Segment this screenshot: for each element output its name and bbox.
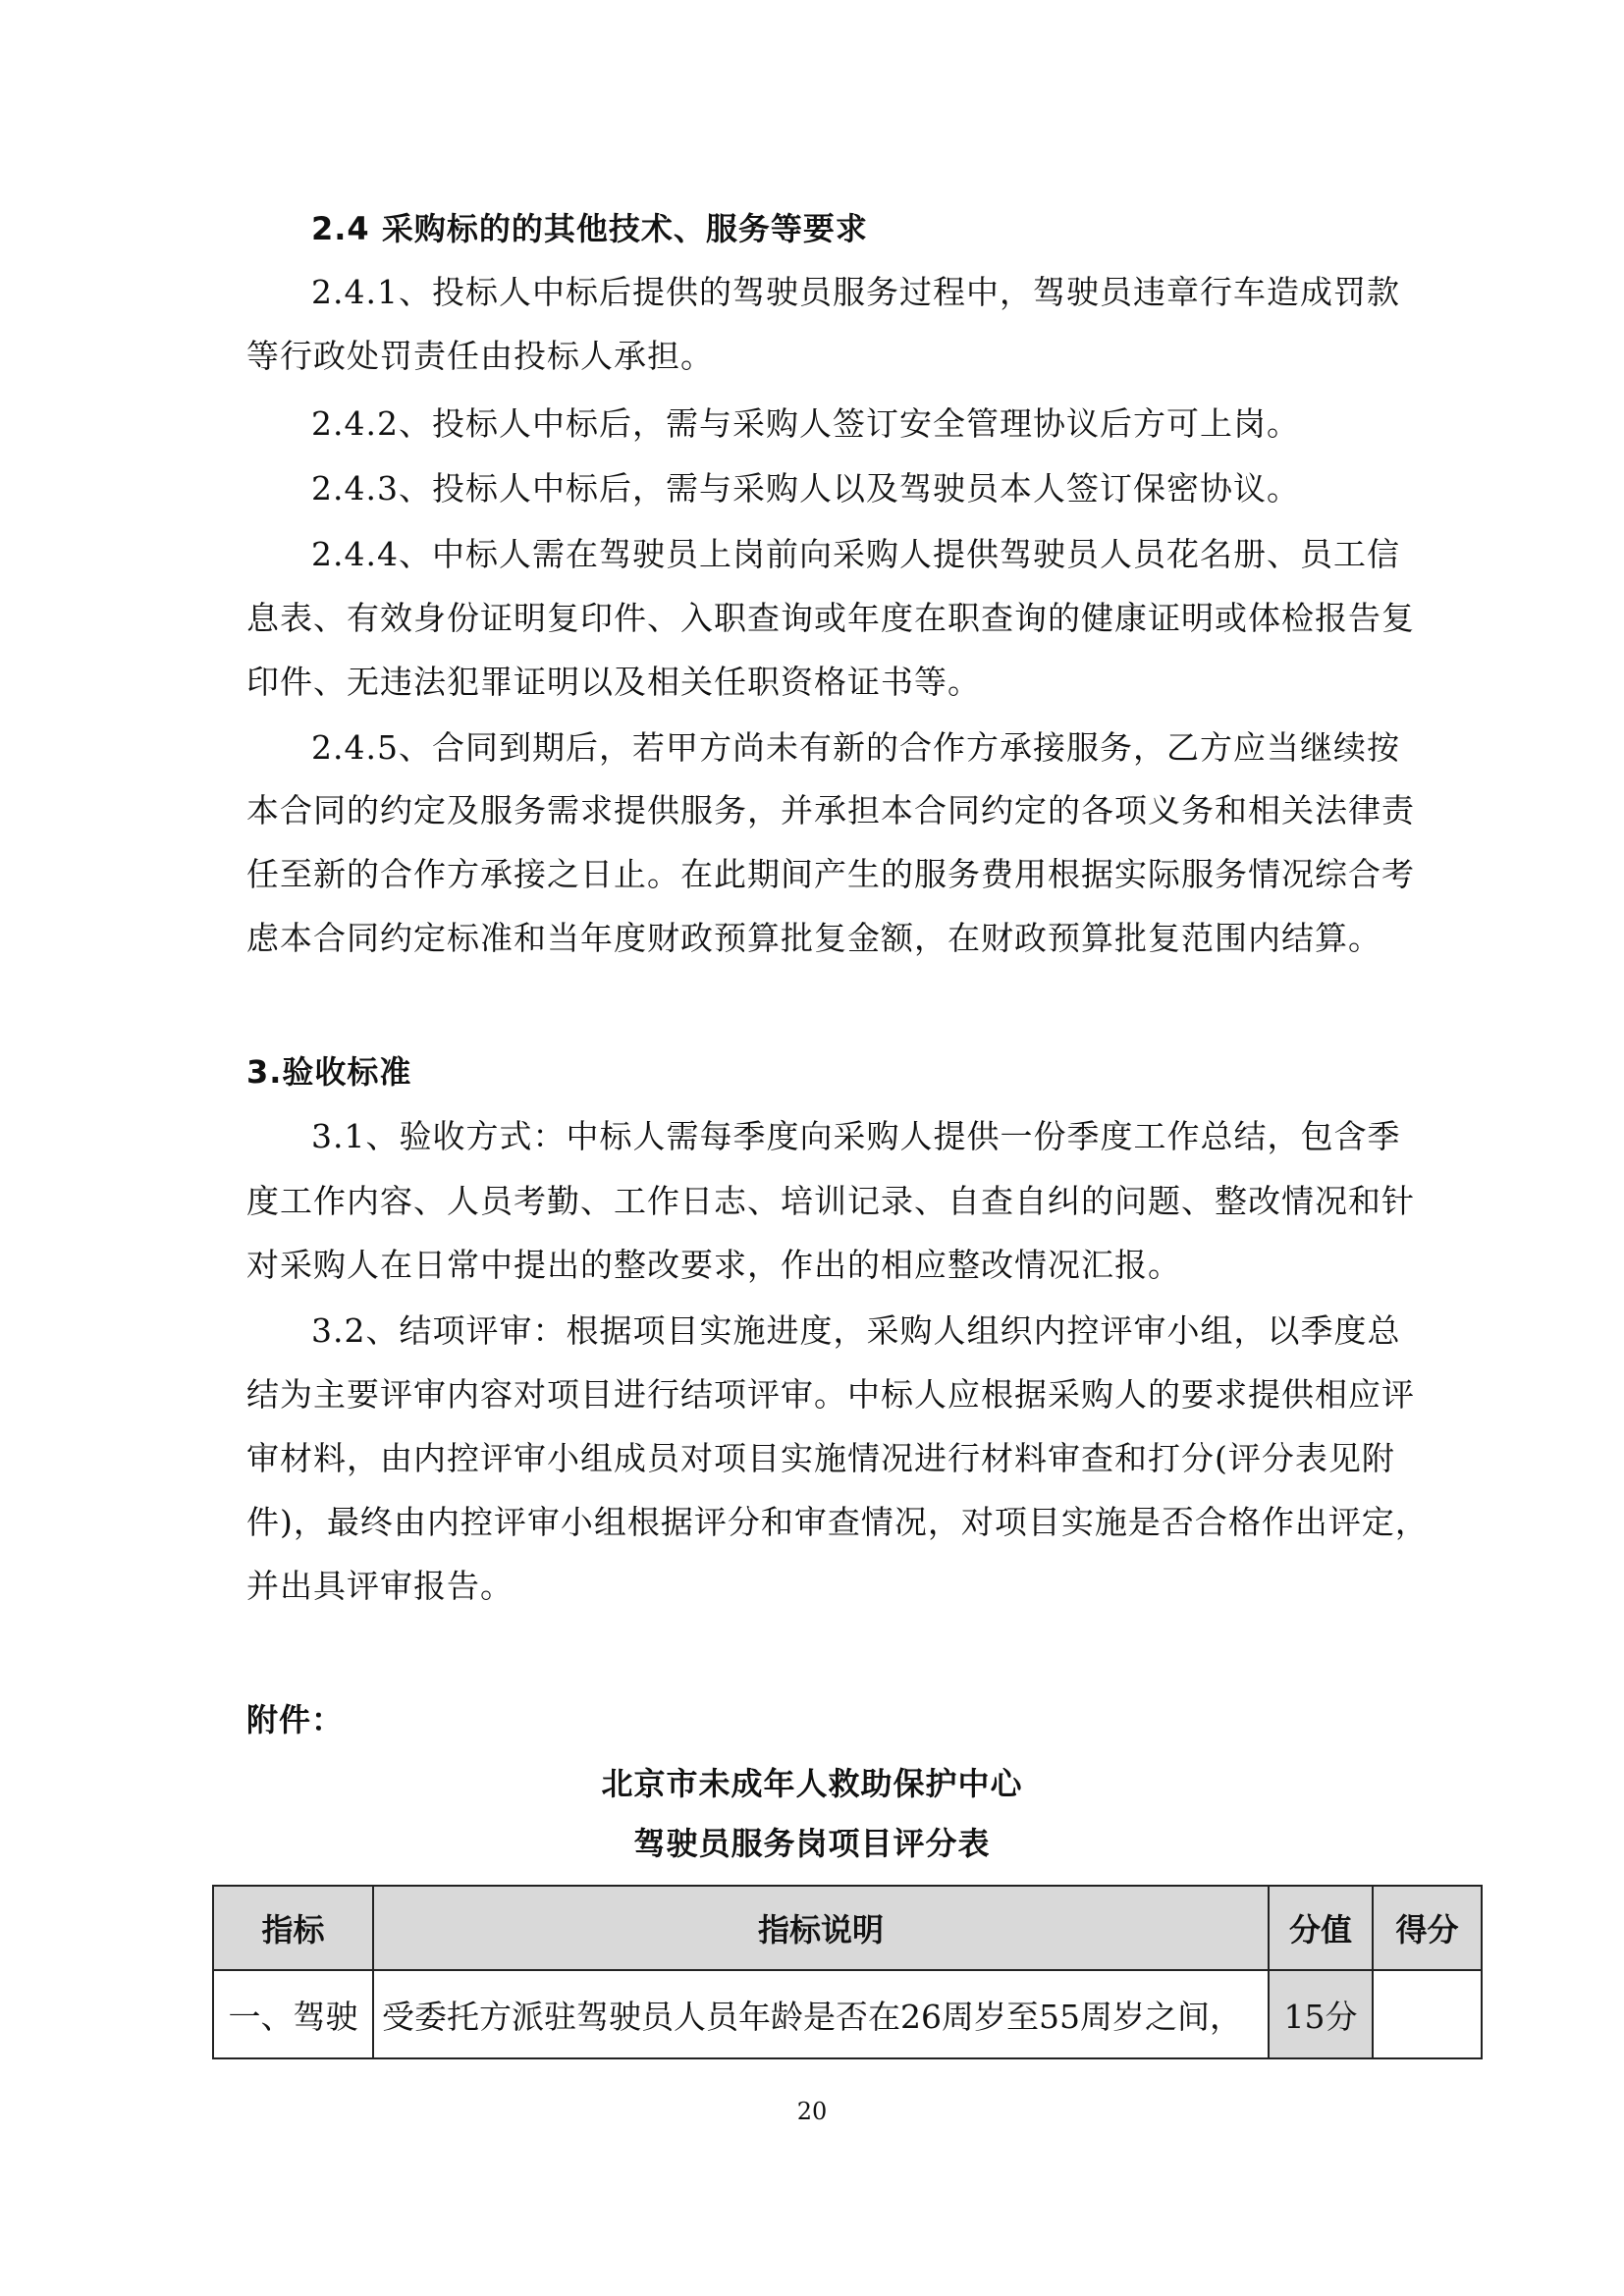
paragraph-line: 虑本合同约定标准和当年度财政预算批复金额，在财政预算批复范围内结算。 xyxy=(246,919,1381,957)
paragraph-line: 2.4.5、合同到期后，若甲方尚未有新的合作方承接服务，乙方应当继续按 xyxy=(311,728,1400,767)
page-number: 20 xyxy=(796,2098,828,2125)
paragraph-line: 息表、有效身份证明复印件、入职查询或年度在职查询的健康证明或体检报告复 xyxy=(246,599,1415,637)
paragraph-line: 3.1、验收方式：中标人需每季度向采购人提供一份季度工作总结，包含季 xyxy=(311,1117,1401,1155)
section-heading-3: 3.验收标准 xyxy=(246,1053,412,1091)
table-row xyxy=(213,1970,1482,2058)
table-title-organization: 北京市未成年人救助保护中心 xyxy=(601,1765,1023,1802)
paragraph-line: 2.4.2、投标人中标后，需与采购人签订安全管理协议后方可上岗。 xyxy=(311,404,1300,443)
cell-description: 受委托方派驻驾驶员人员年龄是否在26周岁至55周岁之间， xyxy=(373,1970,1269,2058)
cell-points: 15分 xyxy=(1269,1970,1373,2058)
paragraph-line: 对采购人在日常中提出的整改要求，作出的相应整改情况汇报。 xyxy=(246,1246,1181,1284)
paragraph-line: 件)，最终由内控评审小组根据评分和审查情况，对项目实施是否合格作出评定， xyxy=(246,1503,1429,1541)
table-title-name: 驾驶员服务岗项目评分表 xyxy=(633,1825,991,1862)
paragraph-line: 2.4.3、投标人中标后，需与采购人以及驾驶员本人签订保密协议。 xyxy=(311,469,1300,507)
cell-score xyxy=(1373,1970,1482,2058)
paragraph-line: 2.4.1、投标人中标后提供的驾驶员服务过程中，驾驶员违章行车造成罚款 xyxy=(311,273,1400,311)
score-table xyxy=(212,1885,1483,2059)
header-points: 分值 xyxy=(1269,1886,1373,1970)
attachment-label: 附件： xyxy=(246,1701,345,1738)
paragraph-line: 并出具评审报告。 xyxy=(246,1567,514,1605)
header-description: 指标说明 xyxy=(373,1886,1269,1970)
paragraph-line: 度工作内容、人员考勤、工作日志、培训记录、自查自纠的问题、整改情况和针 xyxy=(246,1182,1415,1220)
paragraph-line: 任至新的合作方承接之日止。在此期间产生的服务费用根据实际服务情况综合考 xyxy=(246,855,1415,893)
paragraph-line: 2.4.4、中标人需在驾驶员上岗前向采购人提供驾驶员人员花名册、员工信 xyxy=(311,535,1400,573)
paragraph-line: 本合同的约定及服务需求提供服务，并承担本合同约定的各项义务和相关法律责 xyxy=(246,791,1415,829)
cell-indicator: 一、驾驶 xyxy=(213,1970,373,2058)
header-score: 得分 xyxy=(1373,1886,1482,1970)
paragraph-line: 等行政处罚责任由投标人承担。 xyxy=(246,337,714,375)
header-indicator: 指标 xyxy=(213,1886,373,1970)
paragraph-line: 审材料，由内控评审小组成员对项目实施情况进行材料审查和打分(评分表见附 xyxy=(246,1439,1395,1477)
paragraph-line: 3.2、结项评审：根据项目实施进度，采购人组织内控评审小组，以季度总 xyxy=(311,1311,1401,1350)
paragraph-line: 印件、无违法犯罪证明以及相关任职资格证书等。 xyxy=(246,663,981,701)
section-heading-2-4: 2.4 采购标的的其他技术、服务等要求 xyxy=(311,210,868,247)
paragraph-line: 结为主要评审内容对项目进行结项评审。中标人应根据采购人的要求提供相应评 xyxy=(246,1375,1415,1414)
table-header-row xyxy=(213,1886,1482,1970)
